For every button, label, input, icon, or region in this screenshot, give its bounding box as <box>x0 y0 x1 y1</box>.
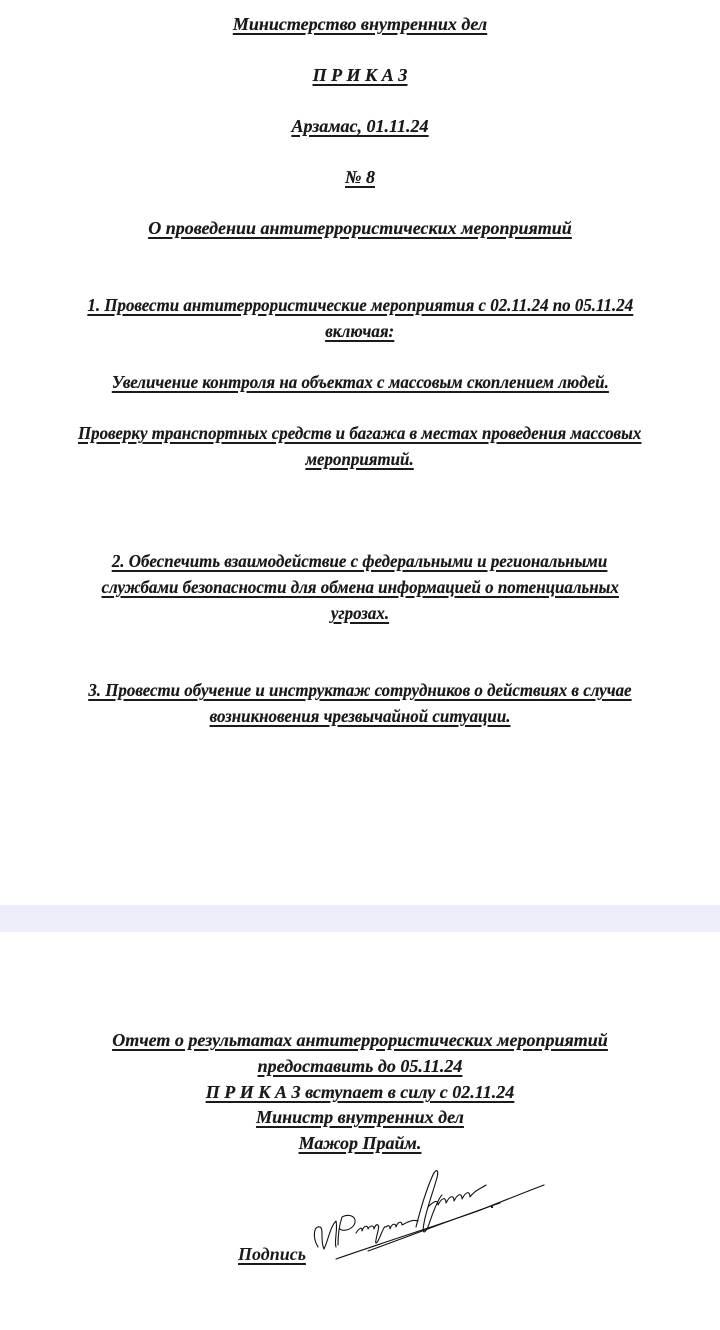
item-2-line-3: угрозах. <box>330 603 390 623</box>
item-1-line-2: включая: <box>325 321 395 341</box>
item-1-subitem-2-line-1: Проверку транспортных средств и багажа в местах проведения массовых <box>78 423 642 443</box>
order-subject: О проведении антитеррористических мероприятий <box>148 218 572 238</box>
item-3-line-1: 3. Провести обучение и инструктаж сотрудников о действиях в случае <box>88 680 632 700</box>
place-date: Арзамас, 01.11.24 <box>291 116 429 136</box>
page-break <box>0 905 720 932</box>
item-1-subitem-2-line-2: мероприятий. <box>305 449 415 469</box>
closing-line-1: Отчет о результатах антитеррористических мероприятий <box>112 1030 608 1050</box>
item-1-line-1: 1. Провести антитеррористические мероприятия с 02.11.24 по 05.11.24 <box>87 295 633 315</box>
item-2-line-1: 2. Обеспечить взаимодействие с федеральными и региональными <box>112 551 608 571</box>
closing-line-2: предоставить до 05.11.24 <box>257 1056 463 1076</box>
closing-line-3: П Р И К А З вступает в силу с 02.11.24 <box>205 1082 515 1102</box>
ministry-heading: Министерство внутренних дел <box>232 14 488 34</box>
item-2-line-2: службами безопасности для обмена информацией о потенциальных <box>101 577 619 597</box>
minister-name: Мажор Прайм. <box>298 1133 422 1153</box>
order-number: № 8 <box>345 167 375 187</box>
handwritten-signature-icon <box>308 1155 548 1265</box>
doc-type-heading: П Р И К А З <box>312 65 408 85</box>
minister-title: Министр внутренних дел <box>256 1107 464 1127</box>
item-3-line-2: возникновения чрезвычайной ситуации. <box>209 706 511 726</box>
signature-label: Подпись <box>238 1244 306 1264</box>
item-1-subitem-1: Увеличение контроля на объектах с массовым скоплением людей. <box>111 372 609 392</box>
